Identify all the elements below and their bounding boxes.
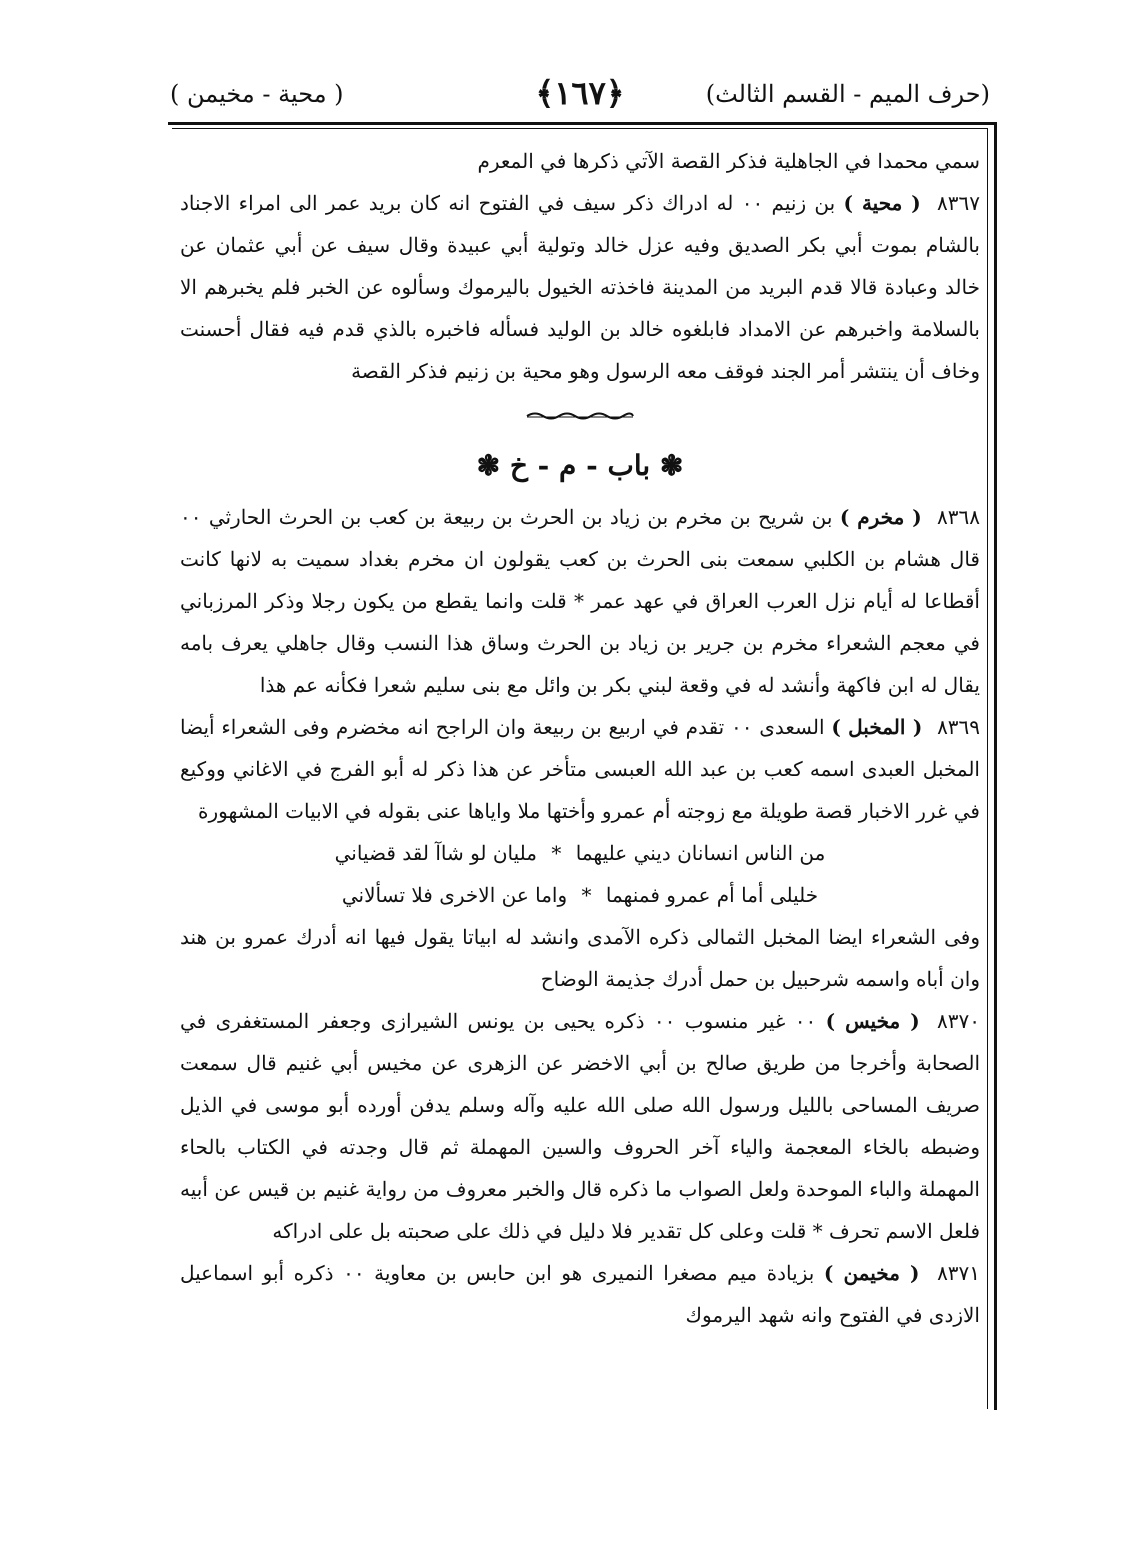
verse-separator: * [581,883,592,907]
entry-number: ٨٣٦٧ [937,191,981,215]
page-number: ﴿١٦٧﴾ [535,74,625,112]
ornament-divider [525,410,635,422]
paragraph-after-verse: وفى الشعراء ايضا المخبل الثمالى ذكره الآمدى وانشد له ابياتا يقول فيها انه أدرك عمرو بن هند وان أباه واسمه شرحبيل بن حمل أدرك جذيمة الوضاح [180,925,980,991]
verse-hemistich: واما عن الاخرى فلا تسألاني [341,883,568,907]
entry-number: ٨٣٦٨ [937,505,980,529]
entry-text: السعدى ٠٠ تقدم في اربيع بن ربيعة وان الراجح انه مخضرم وفى الشعراء أيضا المخبل العبدى اسمه كعب بن عبد الله العبسى متأخر عن هذا ذكر له أبو الفرج في الاغاني ووكيع في غرر الاخبار قصة طويلة مع زوجته أم عمرو وأختها ملا واياها عنى بقوله في الابيات المشهورة [180,715,980,823]
verse-line [180,832,980,874]
verse-line [180,874,980,916]
continuation-paragraph: سمي محمدا في الجاهلية فذكر القصة الآتي ذكرها في المعرم [477,149,980,173]
ornament-flourish-icon: ❃ [476,449,501,482]
entry-headword: ( مخيس ) [825,1009,920,1033]
entry-number: ٨٣٧١ [937,1261,981,1285]
entry-number: ٨٣٦٩ [937,715,981,739]
verse-hemistich: مليان لو شاآ لقد قضياني [334,841,538,865]
entry-8371 [180,1252,980,1336]
header-section-title: (حرف الميم - القسم الثالث) [705,80,990,108]
verse-hemistich: من الناس انسانان ديني عليهما [575,841,826,865]
verse-separator: * [551,841,562,865]
entry-8367 [180,182,980,392]
entry-8370 [180,1000,980,1252]
entry-8368 [180,496,980,706]
page-body [180,140,980,1336]
header-entry-range: ( محية - مخيمن ) [170,80,344,108]
entry-headword: ( مخرم ) [839,505,922,529]
entry-text: ٠٠ غير منسوب ٠٠ ذكره يحيى بن يونس الشيرازى وجعفر المستغفرى في الصحابة وأخرجا من طريق صالح بن أبي الاخضر عن الزهرى عن مخيس أبي غنيم قال سمعت صريف المساحى بالليل ورسول الله صلى الله عليه وآله وسلم يدفن أورده أبو موسى في الذيل وضبطه بالخاء المعجمة والياء آخر الحروف والسين المهملة ثم قال وجدته في الكتاب بالحاء المهملة والباء الموحدة ولعل الصواب ما ذكره قال والخبر معروف من رواية غنيم بن قيس عن أبيه فلعل الاسم تحرف * قلت وعلى كل تقدير فلا دليل في ذلك على صحبته بل على ادراكه [180,1009,980,1243]
section-heading-text: باب - م - خ [509,449,651,482]
verse-hemistich: خليلى أما أم عمرو فمنهما [605,883,819,907]
entry-text: بن زنيم ٠٠ له ادراك ذكر سيف في الفتوح انه كان بريد عمر الى امراء الاجناد بالشام بموت أبي بكر الصديق وفيه عزل خالد وتولية أبي عبيدة وقال سيف عن أبي عثمان عن خالد وعبادة قالا قدم البريد من المدينة فاخذته الخيول باليرموك وسألوه عن الخبر فلم يخبرهم الا بالسلامة واخبرهم عن الامداد فابلغوه خالد بن الوليد فسأله فاخبره بالذي قدم فيه فقال أحسنت وخاف أن ينتشر أمر الجند فوقف معه الرسول وهو محية بن زنيم فذكر القصة [180,191,980,383]
entry-8369 [180,706,980,832]
section-heading [180,444,980,488]
entry-number: ٨٣٧٠ [937,1009,981,1033]
entry-headword: ( مخيمن ) [823,1261,920,1285]
entry-text: بزيادة ميم مصغرا النميرى هو ابن حابس بن معاوية ٠٠ ذكره أبو اسماعيل الازدى في الفتوح وانه شهد اليرموك [180,1261,980,1327]
entry-text: بن شريح بن مخرم بن زياد بن الحرث بن ربيعة بن كعب بن الحرث الحارثي ٠٠ قال هشام بن الكلبي سمعت بنى الحرث بن كعب يقولون ان مخرم بغداد سميت به لانها كانت أقطاعا له أيام نزل العرب العراق في عهد عمر * قلت وانما يقطع من يكون رجلا وذكر المرزباني في معجم الشعراء مخرم بن جرير بن زياد بن الحرث وساق هذا النسب وقال جاهلي يعرف بامه يقال له ابن فاكهة وأنشد له في وقعة لبني بكر بن وائل مع بنى سليم شعرا فكأنه عم هذا [180,505,980,697]
ornament-flourish-icon: ❃ [659,449,684,482]
running-header [170,74,990,120]
entry-headword: ( محية ) [843,191,921,215]
entry-headword: ( المخبل ) [831,715,923,739]
